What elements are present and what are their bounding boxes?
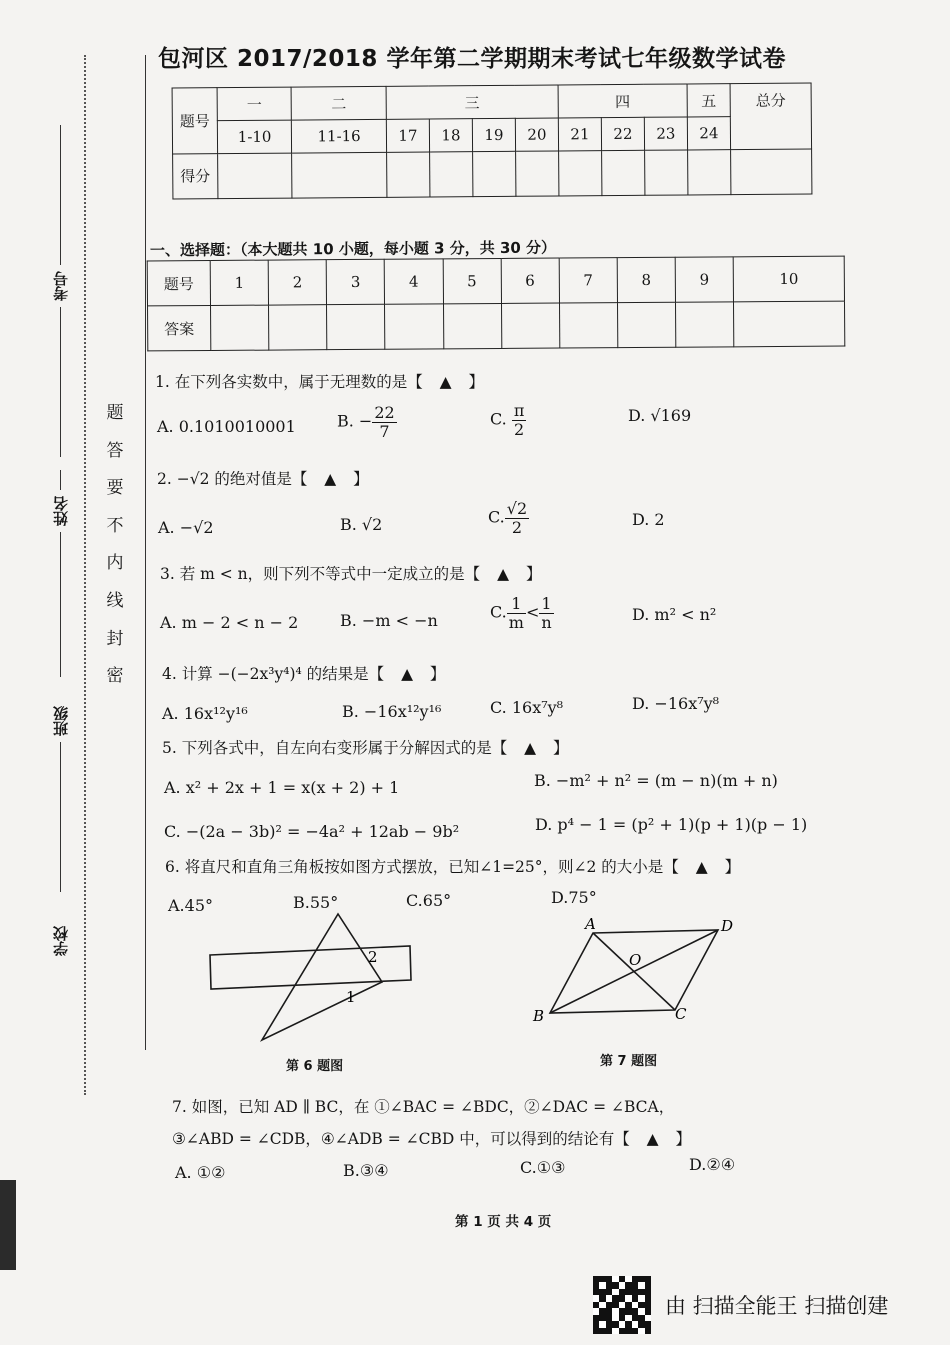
answer-input-cell[interactable] [385, 304, 443, 349]
score-item: 21 [558, 118, 601, 151]
q1-option-b-prefix: B. − [337, 411, 373, 431]
fraction-numerator: π [513, 401, 525, 420]
answer-input-cell[interactable] [443, 303, 501, 348]
q5-option-c: C. −(2a − 3b)² = −4a² + 12ab − 9b² [164, 822, 460, 841]
question-1-stem: 1. 在下列各实数中，属于无理数的是 [155, 373, 408, 391]
answer-bracket: 【 ▲ 】 [368, 665, 452, 683]
answer-input-cell[interactable] [675, 302, 733, 347]
seal-char: 答 [106, 440, 124, 461]
exam-number-blank [60, 125, 61, 265]
scanner-watermark [593, 1276, 888, 1334]
less-than-sign: < [525, 602, 540, 622]
score-group: 三 [386, 85, 558, 119]
answer-number: 8 [617, 257, 675, 302]
q2-option-c [488, 500, 529, 536]
q1-option-a: A. 0.1010010001 [157, 417, 296, 436]
seal-char: 封 [106, 628, 124, 649]
answer-bracket: 【 ▲ 】 [407, 373, 490, 391]
vertex-a-label: A [585, 915, 596, 933]
fraction-numerator: 1 [507, 595, 526, 614]
answer-number: 3 [326, 259, 384, 304]
seal-char: 不 [106, 515, 124, 536]
question-6-stem: 6. 将直尺和直角三角板按如图方式摆放，已知∠1=25°，则∠2 的大小是 [165, 858, 664, 876]
q4-option-a: A. 16x¹²y¹⁶ [162, 704, 248, 723]
q5-option-b: B. −m² + n² = (m − n)(m + n) [534, 771, 778, 790]
q3-option-c-fraction-1 [507, 595, 526, 631]
score-table [172, 82, 813, 199]
answer-input-cell[interactable] [734, 301, 845, 347]
side-field-exam-number [35, 125, 85, 457]
answer-bracket: 【 ▲ 】 [491, 739, 575, 757]
seal-char: 内 [106, 553, 124, 574]
score-input-cell[interactable] [430, 152, 473, 197]
name-label: 姓名 [51, 496, 70, 526]
q3-option-a: A. m − 2 < n − 2 [160, 613, 299, 632]
fraction-denominator: 2 [511, 517, 523, 537]
side-field-school [35, 920, 85, 962]
answer-number: 5 [443, 258, 501, 303]
score-item: 23 [644, 117, 687, 150]
name-blank [60, 470, 61, 490]
question-3 [160, 562, 547, 584]
q2-option-d: D. 2 [632, 510, 665, 529]
score-group: 一 [217, 87, 292, 121]
answer-head-number: 题号 [147, 260, 210, 305]
q1-option-c-fraction [512, 402, 527, 438]
score-item: 24 [687, 117, 730, 150]
answer-input-cell[interactable] [327, 304, 385, 349]
question-1 [155, 370, 490, 392]
score-group: 五 [687, 84, 730, 117]
seal-line [145, 55, 146, 1050]
score-input-cell[interactable] [602, 150, 645, 195]
section1-heading: 一、选择题：（本大题共 10 小题，每小题 3 分，共 30 分） [149, 238, 557, 260]
q6-option-d: D.75° [551, 888, 597, 907]
answer-table [147, 256, 846, 352]
score-input-cell[interactable] [516, 151, 559, 196]
q6-option-b: B.55° [293, 893, 339, 912]
q6-option-a: A.45° [168, 896, 213, 915]
q3-option-c-prefix: C. [490, 602, 507, 622]
vertex-d-label: D [721, 917, 734, 935]
score-input-cell[interactable] [473, 151, 516, 196]
q3-option-d: D. m² < n² [632, 605, 717, 624]
fraction-denominator: 7 [379, 421, 390, 441]
q7-option-b: B.③④ [343, 1161, 389, 1180]
score-item: 18 [429, 119, 472, 152]
q1-option-c-prefix: C. [490, 409, 507, 429]
question-4 [162, 662, 451, 684]
q3-option-c-fraction-2 [539, 595, 553, 631]
score-input-cell[interactable] [387, 152, 430, 197]
answer-number: 7 [559, 258, 617, 303]
exam-number-label: 考号 [51, 271, 70, 301]
side-field-name [35, 470, 85, 677]
score-item: 22 [601, 117, 644, 150]
question-6 [165, 855, 746, 877]
question-3-stem: 3. 若 m < n，则下列不等式中一定成立的是 [160, 565, 465, 583]
diagonal-bd [550, 930, 718, 1013]
answer-bracket: 【 ▲ 】 [614, 1130, 698, 1148]
q2-option-a: A. −√2 [158, 518, 214, 537]
q4-option-c: C. 16x⁷y⁸ [490, 698, 564, 717]
fraction-numerator: √2 [506, 499, 528, 518]
vertex-c-label: C [675, 1005, 687, 1023]
q4-option-b: B. −16x¹²y¹⁶ [342, 702, 442, 721]
seal-char: 线 [106, 590, 124, 611]
angle-1-label: 1 [346, 988, 356, 1006]
score-row-label-number: 题号 [172, 88, 218, 154]
answer-bracket: 【 ▲ 】 [464, 565, 548, 583]
score-item: 11-16 [292, 119, 387, 153]
score-input-cell[interactable] [218, 153, 293, 199]
q6-option-c: C.65° [406, 891, 452, 910]
q5-option-a: A. x² + 2x + 1 = x(x + 2) + 1 [164, 778, 400, 797]
question-2 [157, 467, 375, 489]
score-item: 1-10 [217, 120, 292, 154]
score-total-header: 总分 [730, 83, 812, 150]
side-field-class [35, 700, 85, 892]
score-input-cell[interactable] [559, 151, 602, 196]
question-4-stem: 4. 计算 −(−2x³y⁴)⁴ 的结果是 [162, 665, 369, 683]
fraction-denominator: m [508, 612, 524, 632]
seal-warning-text [100, 395, 130, 696]
q1-option-c [490, 402, 526, 438]
q7-option-d: D.②④ [689, 1155, 736, 1174]
q1-option-b [337, 404, 397, 440]
score-row-label-score: 得分 [173, 154, 218, 199]
answer-number: 4 [385, 259, 443, 304]
q2-option-c-fraction [505, 500, 529, 536]
figure-6-ruler-triangle [200, 910, 425, 1045]
angle-2-label: 2 [368, 948, 378, 966]
score-group: 四 [558, 84, 687, 118]
question-7-line-2 [172, 1127, 697, 1149]
answer-bracket: 【 ▲ 】 [291, 470, 375, 488]
answer-number: 10 [733, 256, 844, 302]
q2-option-c-prefix: C. [488, 507, 505, 527]
question-5-stem: 5. 下列各式中，自左向右变形属于分解因式的是 [162, 739, 492, 757]
qr-code-icon [593, 1276, 651, 1334]
score-item: 17 [386, 119, 429, 152]
question-2-stem: 2. −√2 的绝对值是 [157, 470, 292, 488]
score-item: 20 [515, 118, 558, 151]
fraction-numerator: 22 [374, 403, 395, 422]
score-item: 19 [472, 118, 515, 151]
class-label: 班级 [51, 706, 70, 736]
school-label: 学校 [51, 926, 70, 956]
answer-bracket: 【 ▲ 】 [663, 858, 747, 876]
vertex-b-label: B [533, 1007, 545, 1025]
q3-option-b: B. −m < −n [340, 611, 438, 630]
q2-option-b: B. √2 [340, 515, 383, 534]
center-o-label: O [629, 951, 642, 969]
page-footer: 第 1 页 共 4 页 [455, 1214, 552, 1230]
q1-option-d: D. √169 [628, 406, 692, 425]
score-total-cell[interactable] [731, 149, 812, 195]
watermark-text: 由 扫描全能王 扫描创建 [665, 1294, 889, 1318]
answer-input-cell[interactable] [501, 303, 559, 348]
q7-option-c: C.①③ [520, 1158, 566, 1177]
name-blank-lower [60, 532, 61, 677]
exam-number-blank-lower [60, 307, 61, 457]
q7-option-a: A. ①② [175, 1163, 226, 1182]
class-blank [60, 742, 61, 892]
question-7-line-1: 7. 如图，已知 AD ∥ BC，在 ①∠BAC = ∠BDC，②∠DAC = ∠BCA， [172, 1098, 675, 1116]
fraction-denominator: n [541, 612, 552, 632]
answer-number: 2 [268, 260, 326, 305]
answer-number: 6 [501, 258, 559, 303]
score-input-cell[interactable] [292, 152, 387, 198]
seal-char: 题 [106, 403, 124, 423]
q3-option-c [490, 595, 554, 631]
figure-7-caption: 第 7 题图 [600, 1054, 658, 1069]
q1-option-b-fraction [372, 404, 396, 440]
score-group: 二 [291, 86, 386, 120]
answer-input-cell[interactable] [211, 305, 269, 350]
answer-input-cell[interactable] [559, 303, 617, 348]
page-edge-shadow [0, 1180, 16, 1270]
answer-input-cell[interactable] [269, 305, 327, 350]
answer-input-cell[interactable] [617, 302, 675, 347]
page-title: 包河区 2017/2018 学年第二学期期末考试七年级数学试卷 [158, 46, 786, 72]
question-7-stem-2: ③∠ABD = ∠CDB，④∠ADB = ∠CBD 中，可以得到的结论有 [172, 1130, 615, 1148]
figure-7-parallelogram [525, 915, 750, 1025]
triangle-shape [262, 914, 382, 1040]
answer-head-answer: 答案 [148, 305, 211, 350]
answer-number: 9 [675, 257, 733, 302]
seal-char: 要 [106, 478, 124, 499]
fraction-denominator: 2 [514, 419, 525, 439]
score-input-cell[interactable] [645, 150, 688, 195]
answer-number: 1 [210, 260, 268, 305]
seal-char: 密 [106, 666, 124, 687]
fraction-numerator: 1 [539, 595, 553, 614]
score-input-cell[interactable] [688, 150, 731, 195]
figure-6-caption: 第 6 题图 [286, 1059, 344, 1074]
q5-option-d: D. p⁴ − 1 = (p² + 1)(p + 1)(p − 1) [535, 815, 808, 834]
question-5 [162, 736, 575, 758]
q4-option-d: D. −16x⁷y⁸ [632, 694, 720, 713]
